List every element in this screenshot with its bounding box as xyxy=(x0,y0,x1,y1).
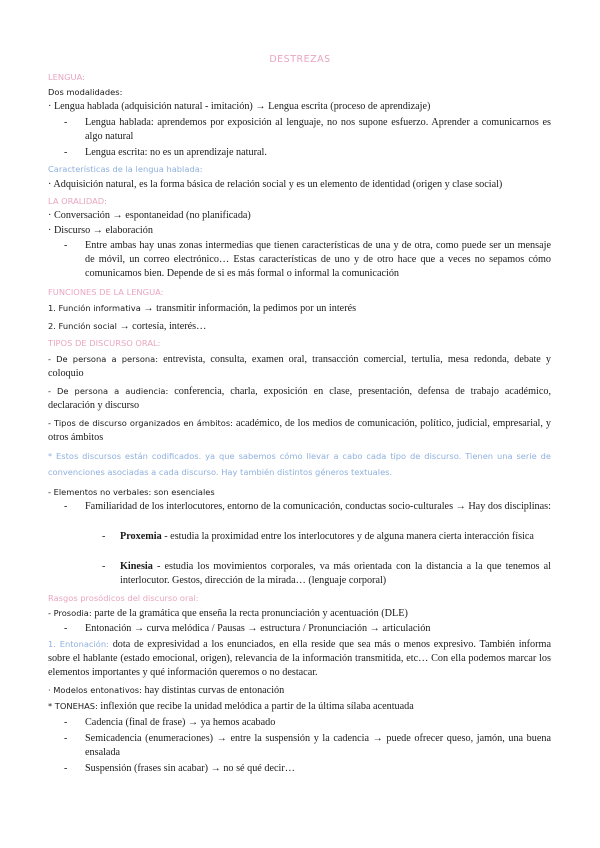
text-line: · Conversación → espontaneidad (no planificada) xyxy=(48,210,251,221)
tonemas-text: inflexión que recibe la unidad melódica a partir de la última sílaba acentuada xyxy=(97,701,414,712)
modelos-text: hay distintas curvas de entonación xyxy=(141,685,285,696)
text-line: Suspensión (frases sin acabar) → no sé qué decir… xyxy=(85,763,295,774)
dash-bullet: - xyxy=(64,623,68,634)
text-line: · Discurso → elaboración xyxy=(48,225,153,236)
funcion-1-label: 1. Función informativa xyxy=(48,303,141,313)
funcion-2-text: → cortesía, interés… xyxy=(116,321,207,332)
note-codificados: * Estos discursos están codificados. ya que sabemos cómo llevar a cabo cada tipo de discurso. Tienen una serie de convenciones asociadas a cada discurso. Hay también distintos géneros textuales. xyxy=(48,451,551,477)
text-paragraph: Semicadencia (enumeraciones) → entre la suspensión y la cadencia → puede ofrecer queso, jamón, una buena ensalada xyxy=(85,733,551,758)
tonemas-label: * TONEHAS: xyxy=(48,701,98,711)
subheading-dos-modalidades: Dos modalidades: xyxy=(48,87,123,97)
text-paragraph: Familiaridad de los interlocutores, entorno de la comunicación, conductas socio-culturales → Hay dos disciplinas: xyxy=(85,501,551,512)
dash-bullet: - xyxy=(64,240,68,251)
text-paragraph: Entre ambas hay unas zonas intermedias que tienen características de una y de otra, como puede ser un mensaje de móvil, un correo electrónico… Estas características de uno y de otro hace que a veces no sepamos cómo comunicamos bien. Depende de si es más formal o informal la comunicación xyxy=(85,240,551,279)
kinesia-item xyxy=(120,560,551,588)
proxemia-text: - estudia la proximidad entre los interlocutores y de alguna manera cierta interacción física xyxy=(161,531,534,542)
dash-bullet: - xyxy=(64,117,68,128)
dash-bullet: - xyxy=(64,717,68,728)
kinesia-text: - estudia los movimientos corporales, va más orientada con la distancia a la que tenemos al interlocutor. Gestos, dirección de la mirada… (lenguaje corporal) xyxy=(120,561,551,586)
tipo-3-label: - Tipos de discurso organizados en ámbitos: xyxy=(48,418,233,428)
dash-bullet: - xyxy=(64,763,68,774)
tipo-2 xyxy=(48,384,551,413)
subheading-no-verbales: - Elementos no verbales: son esenciales xyxy=(48,487,215,497)
prosodia-label: - Prosodia: xyxy=(48,608,92,618)
modelos-label: · Modelos entonativos: xyxy=(48,685,142,695)
prosodia-line xyxy=(48,606,408,621)
tipo-1-text: entrevista, consulta, examen oral, transacción comercial, tertulia, mesa redonda, debate y coloquio xyxy=(48,354,551,379)
text-line: Cadencia (final de frase) → ya hemos acabado xyxy=(85,717,276,728)
text-line: Lengua escrita: no es un aprendizaje natural. xyxy=(85,147,267,158)
text-line: Entonación → curva melódica / Pausas → estructura / Pronunciación → articulación xyxy=(85,623,431,634)
kinesia-label: Kinesia xyxy=(120,561,153,572)
section-heading-tipos: TIPOS DE DISCURSO ORAL: xyxy=(48,338,161,348)
dash-bullet: - xyxy=(64,147,68,158)
section-heading-funciones: FUNCIONES DE LA LENGUA: xyxy=(48,287,164,297)
dash-bullet: - xyxy=(102,561,106,572)
funcion-1 xyxy=(48,301,356,316)
tipo-3-text: académico, de los medios de comunicación, político, judicial, empresarial, y otros ámbitos xyxy=(48,418,551,443)
section-heading-oralidad: LA ORALIDAD: xyxy=(48,196,107,206)
text-line: · Lengua hablada (adquisición natural - imitación) → Lengua escrita (proceso de aprendizaje) xyxy=(48,101,431,112)
funcion-2-label: 2. Función social xyxy=(48,321,117,331)
tipo-1-label: - De persona a persona: xyxy=(48,354,159,364)
section-heading-lengua: LENGUA: xyxy=(48,72,85,82)
funcion-1-text: → transmitir información, la pedimos por un interés xyxy=(140,303,357,314)
entonacion-label: 1. Entonación: xyxy=(48,639,109,649)
proxemia-item xyxy=(120,530,551,544)
section-heading-caracteristicas: Características de la lengua hablada: xyxy=(48,164,203,174)
tipo-2-label: - De persona a audiencia: xyxy=(48,386,169,396)
text-paragraph: Lengua hablada: aprendemos por exposición al lenguaje, no nos supone esfuerzo. Aprender a comunicarnos es algo natural xyxy=(85,117,551,142)
proxemia-label: Proxemia xyxy=(120,531,162,542)
modelos-line xyxy=(48,683,284,698)
dash-bullet: - xyxy=(64,733,68,744)
entonacion-paragraph xyxy=(48,637,551,680)
dash-bullet: - xyxy=(64,501,68,512)
page-title: DESTREZAS xyxy=(269,54,331,65)
tipo-2-text: conferencia, charla, exposición en clase, presentación, defensa de trabajo académico, declaración y discurso xyxy=(48,386,551,411)
dash-bullet: - xyxy=(102,531,106,542)
text-line: · Adquisición natural, es la forma básica de relación social y es un elemento de identidad (origen y clase social) xyxy=(48,179,503,190)
funcion-2 xyxy=(48,319,206,334)
tipo-3 xyxy=(48,416,551,445)
prosodia-text: parte de la gramática que enseña la recta pronunciación y acentuación (DLE) xyxy=(91,608,408,619)
tonemas-line xyxy=(48,699,414,714)
entonacion-text: dota de expresividad a los enunciados, en ella reside que sea más o menos expresivo. También informa sobre el hablante (estado emocional, origen), relevancia de la información transmitida, etc… Con ella podemos marcar los elementos importantes y qué información queremos o no destacar. xyxy=(48,639,551,678)
section-heading-rasgos: Rasgos prosódicos del discurso oral: xyxy=(48,593,199,603)
tipo-1 xyxy=(48,352,551,381)
